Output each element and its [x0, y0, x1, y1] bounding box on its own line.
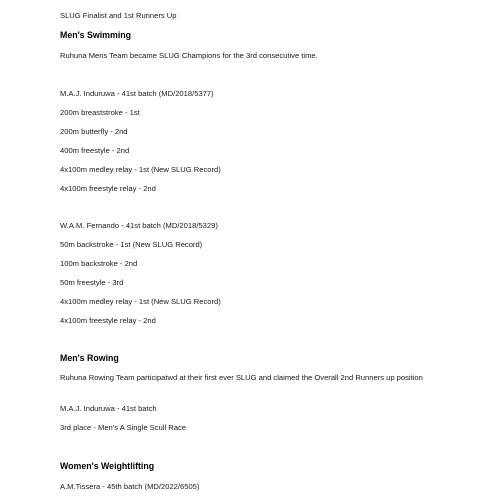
rowing-result: 3rd place - Men's A Single Scull Race — [60, 423, 186, 432]
result-line: 4x100m freestyle relay - 2nd — [60, 184, 156, 193]
result-line: 4x100m freestyle relay - 2nd — [60, 316, 156, 325]
result-line: 200m breaststroke - 1st — [60, 108, 140, 117]
mens-rowing-heading: Men's Rowing — [60, 353, 119, 363]
slug-finalist-line: SLUG Finalist and 1st Runners Up — [60, 11, 177, 20]
athlete-induruwa-name: M.A.J. Induruwa - 41st batch (MD/2018/5377) — [60, 89, 214, 98]
result-line: 50m backstroke - 1st (New SLUG Record) — [60, 240, 203, 249]
rowing-athlete-name: M.A.J. Induruwa - 41st batch — [60, 404, 157, 413]
swimming-intro: Ruhuna Mens Team became SLUG Champions for the 3rd consecutive time. — [60, 51, 318, 60]
mens-swimming-heading: Men's Swimming — [60, 30, 132, 40]
womens-weightlifting-heading: Women's Weightlifting — [60, 461, 155, 471]
rowing-intro: Ruhuna Rowing Team participatwd at their first ever SLUG and claimed the Overall 2nd Runners up position — [60, 373, 423, 382]
result-line: 50m freestyle - 3rd — [60, 278, 124, 287]
result-line: 4x100m medley relay - 1st (New SLUG Record) — [60, 165, 221, 174]
result-line: 400m freestyle - 2nd — [60, 146, 130, 155]
result-line: 4x100m medley relay - 1st (New SLUG Record) — [60, 297, 221, 306]
result-line: 100m backstroke - 2nd — [60, 259, 138, 268]
athlete-fernando-name: W.A.M. Fernando - 41st batch (MD/2018/5329) — [60, 221, 218, 230]
weightlifting-athlete-name: A.M.Tissera - 45th batch (MD/2022/6505) — [60, 482, 200, 491]
result-line: 200m butterfly - 2nd — [60, 127, 128, 136]
